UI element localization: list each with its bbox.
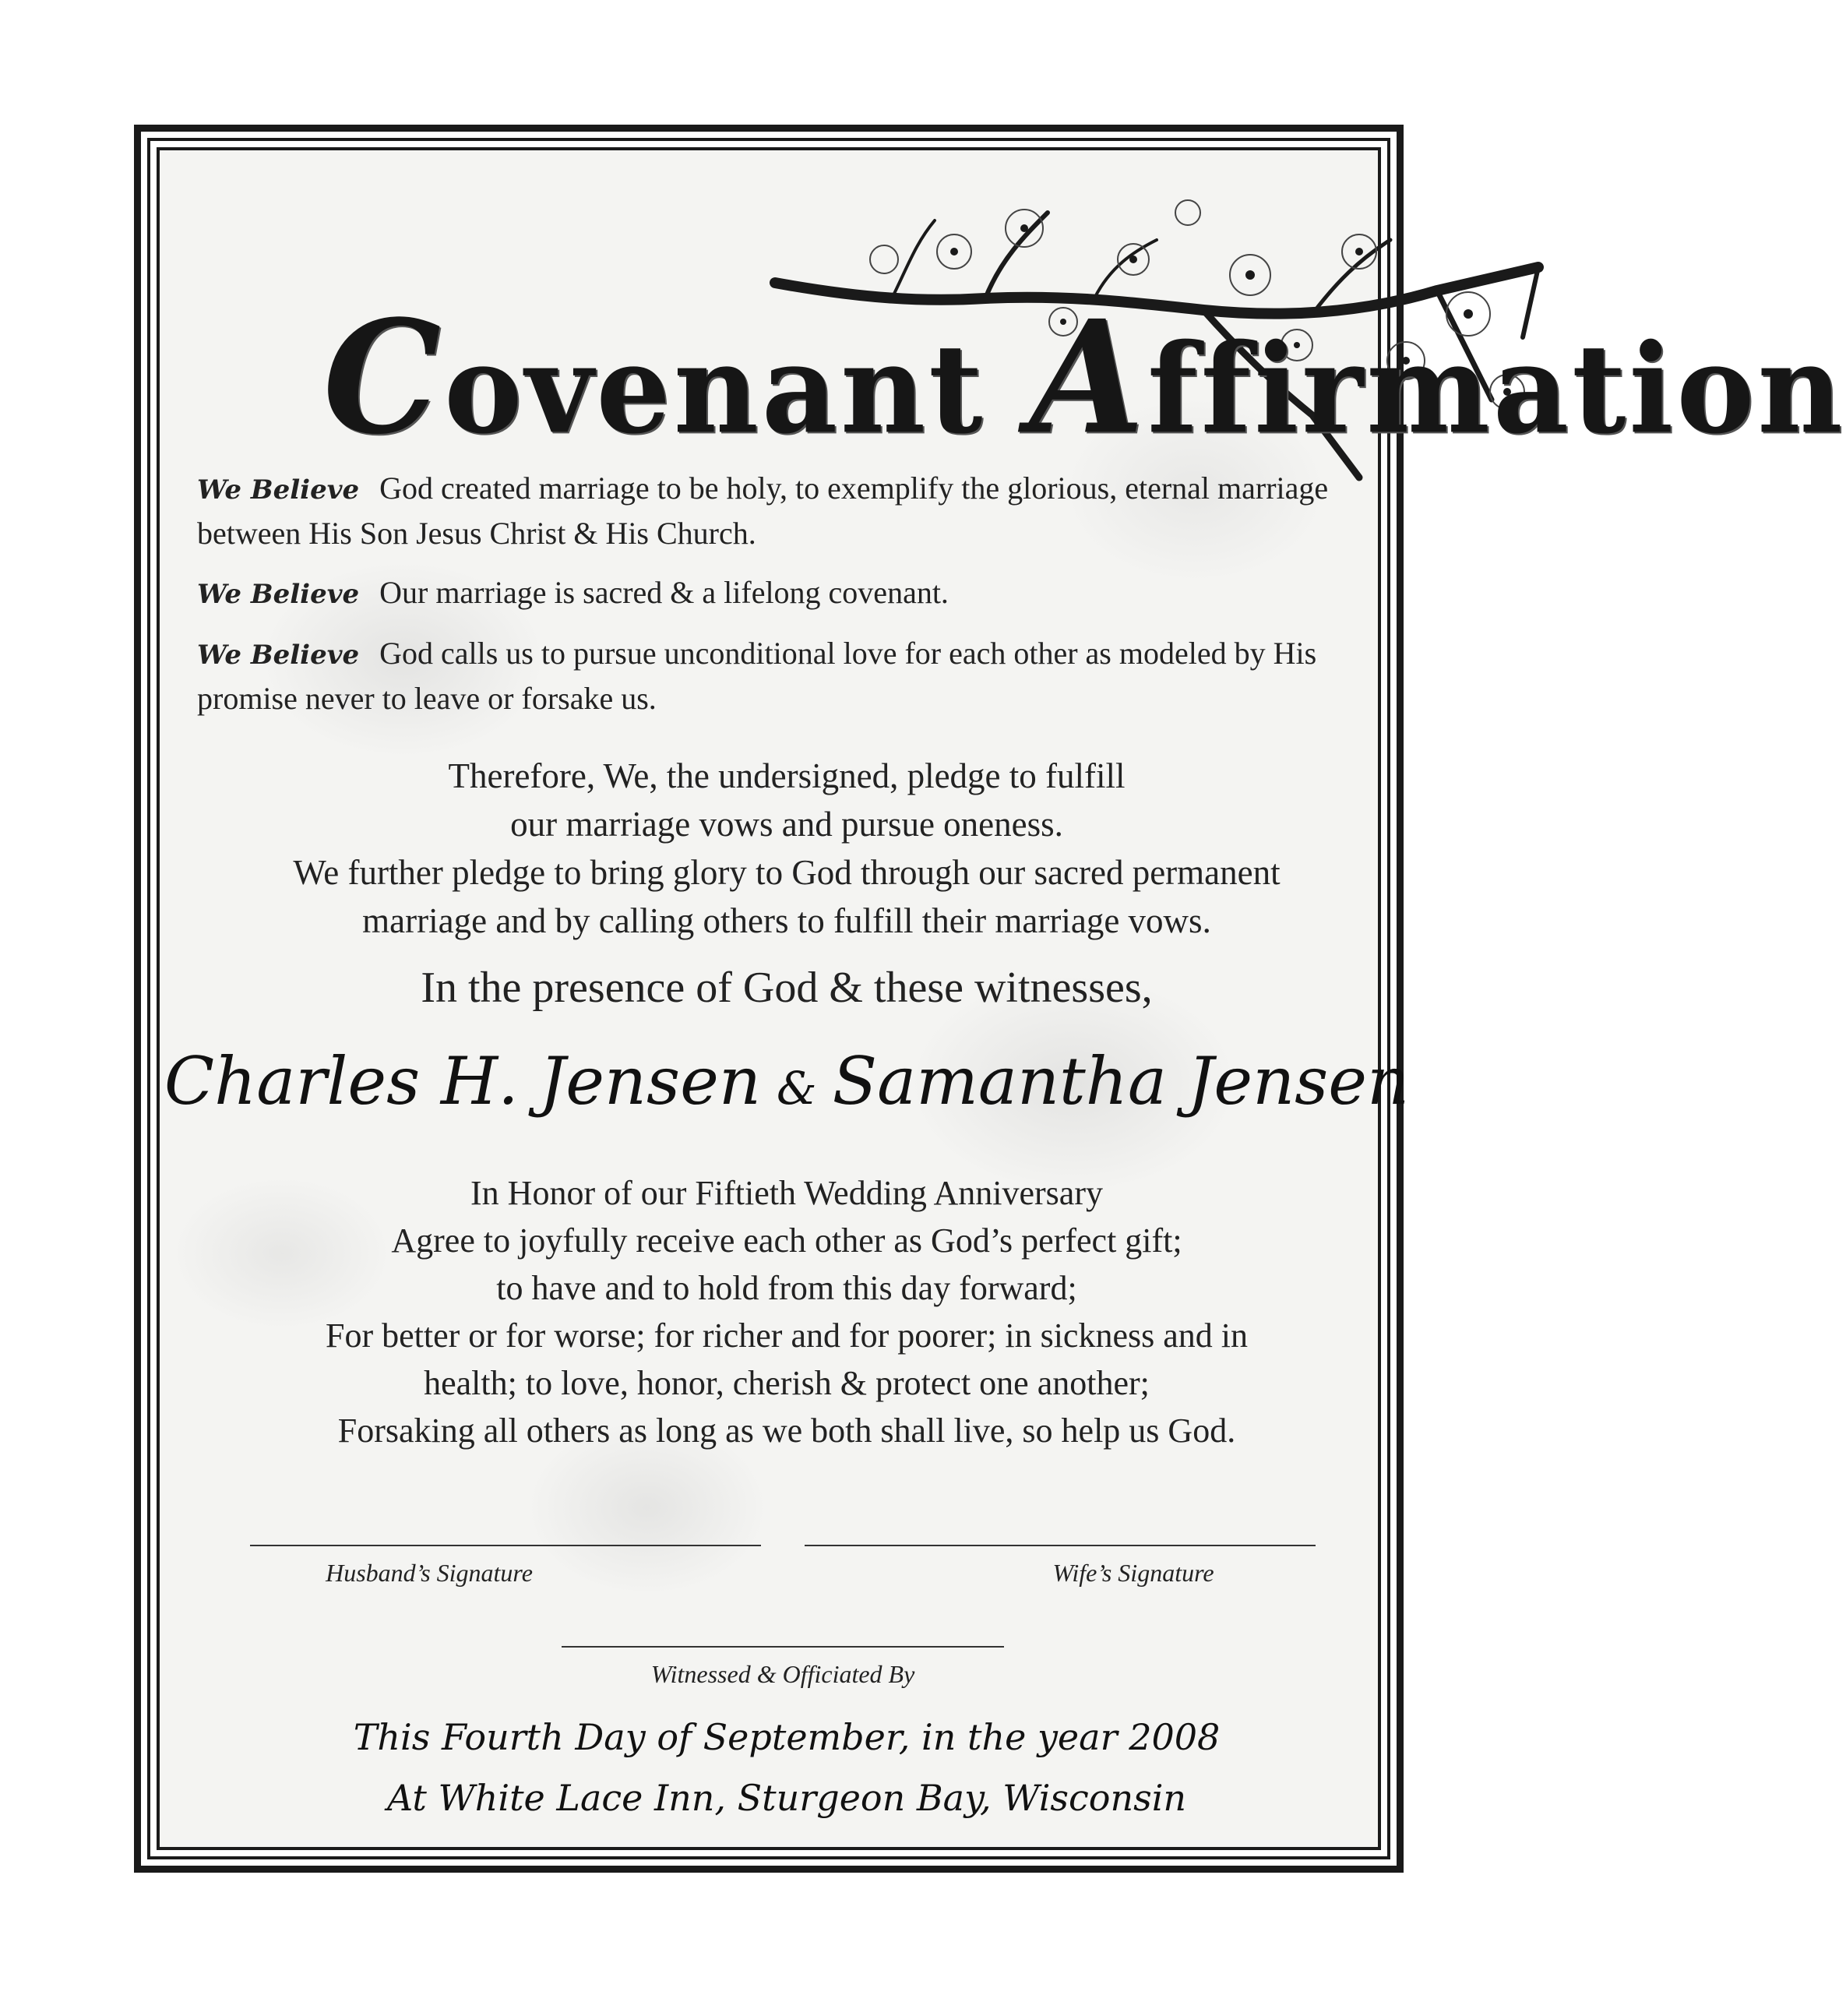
belief-text: God calls us to pursue unconditional love for each other as modeled by His promise never to leave or forsake us. — [197, 636, 1317, 716]
wife-signature-label: Wife’s Signature — [1052, 1559, 1214, 1587]
pledge-line: Therefore, We, the undersigned, pledge to fulfill — [448, 756, 1126, 795]
pledge-line: our marriage vows and pursue oneness. — [510, 805, 1063, 844]
presence-statement: In the presence of God & these witnesses, — [421, 964, 1153, 1012]
pledge-paragraph — [160, 752, 1414, 945]
vow-line: Agree to joyfully receive each other as God’s perfect gift; — [391, 1221, 1182, 1260]
belief-text: God created marriage to be holy, to exemplify the glorious, eternal marriage between His Son Jesus Christ & His Church. — [197, 471, 1329, 551]
husband-name: Charles H. Jensen — [164, 1043, 761, 1119]
pledge-line: marriage and by calling others to fulfill their marriage vows. — [362, 901, 1211, 940]
pledge-line: We further pledge to bring glory to God through our sacred permanent — [293, 853, 1281, 892]
belief-paragraph-3 — [197, 632, 1412, 721]
couple-names — [160, 1038, 1414, 1131]
husband-signature-line[interactable] — [250, 1545, 761, 1546]
belief-paragraph-2 — [197, 571, 1412, 616]
witness-signature-line[interactable] — [562, 1646, 1004, 1648]
ceremony-location: At White Lace Inn, Sturgeon Bay, Wisconsin — [386, 1777, 1187, 1819]
belief-lead: We Believe — [197, 474, 360, 506]
husband-signature-label: Husband’s Signature — [326, 1559, 533, 1587]
vow-line: health; to love, honor, cherish & protect one another; — [424, 1364, 1150, 1402]
title-initial-c: C — [323, 286, 445, 469]
vow-line: Forsaking all others as long as we both shall live, so help us God. — [337, 1412, 1236, 1450]
belief-paragraph-1 — [197, 467, 1412, 555]
belief-lead: We Believe — [197, 579, 360, 610]
document-title — [323, 286, 1846, 468]
belief-text: Our marriage is sacred & a lifelong covenant. — [379, 575, 949, 610]
vow-line: In Honor of our Fiftieth Wedding Anniversary — [470, 1174, 1103, 1212]
title-word-covenant: ovenant — [444, 317, 986, 462]
wife-name: Samantha Jensen — [832, 1043, 1410, 1119]
ceremony-date: This Fourth Day of September, in the year 2008 — [353, 1716, 1221, 1758]
witness-signature-label: Witnessed & Officiated By — [650, 1660, 915, 1688]
vow-line: to have and to hold from this day forward; — [496, 1269, 1077, 1307]
title-word-affirmation: ffirmation — [1147, 317, 1846, 462]
vows-paragraph — [160, 1169, 1414, 1454]
certificate-border-middle — [147, 138, 1846, 1859]
names-ampersand: & — [776, 1062, 817, 1115]
title-initial-a: A — [1029, 286, 1148, 469]
belief-lead: We Believe — [197, 640, 360, 671]
certificate-body — [157, 147, 1846, 1850]
wife-signature-line[interactable] — [805, 1545, 1316, 1546]
vow-line: For better or for worse; for richer and for poorer; in sickness and in — [326, 1316, 1248, 1355]
certificate-border-outer — [134, 125, 1846, 1873]
